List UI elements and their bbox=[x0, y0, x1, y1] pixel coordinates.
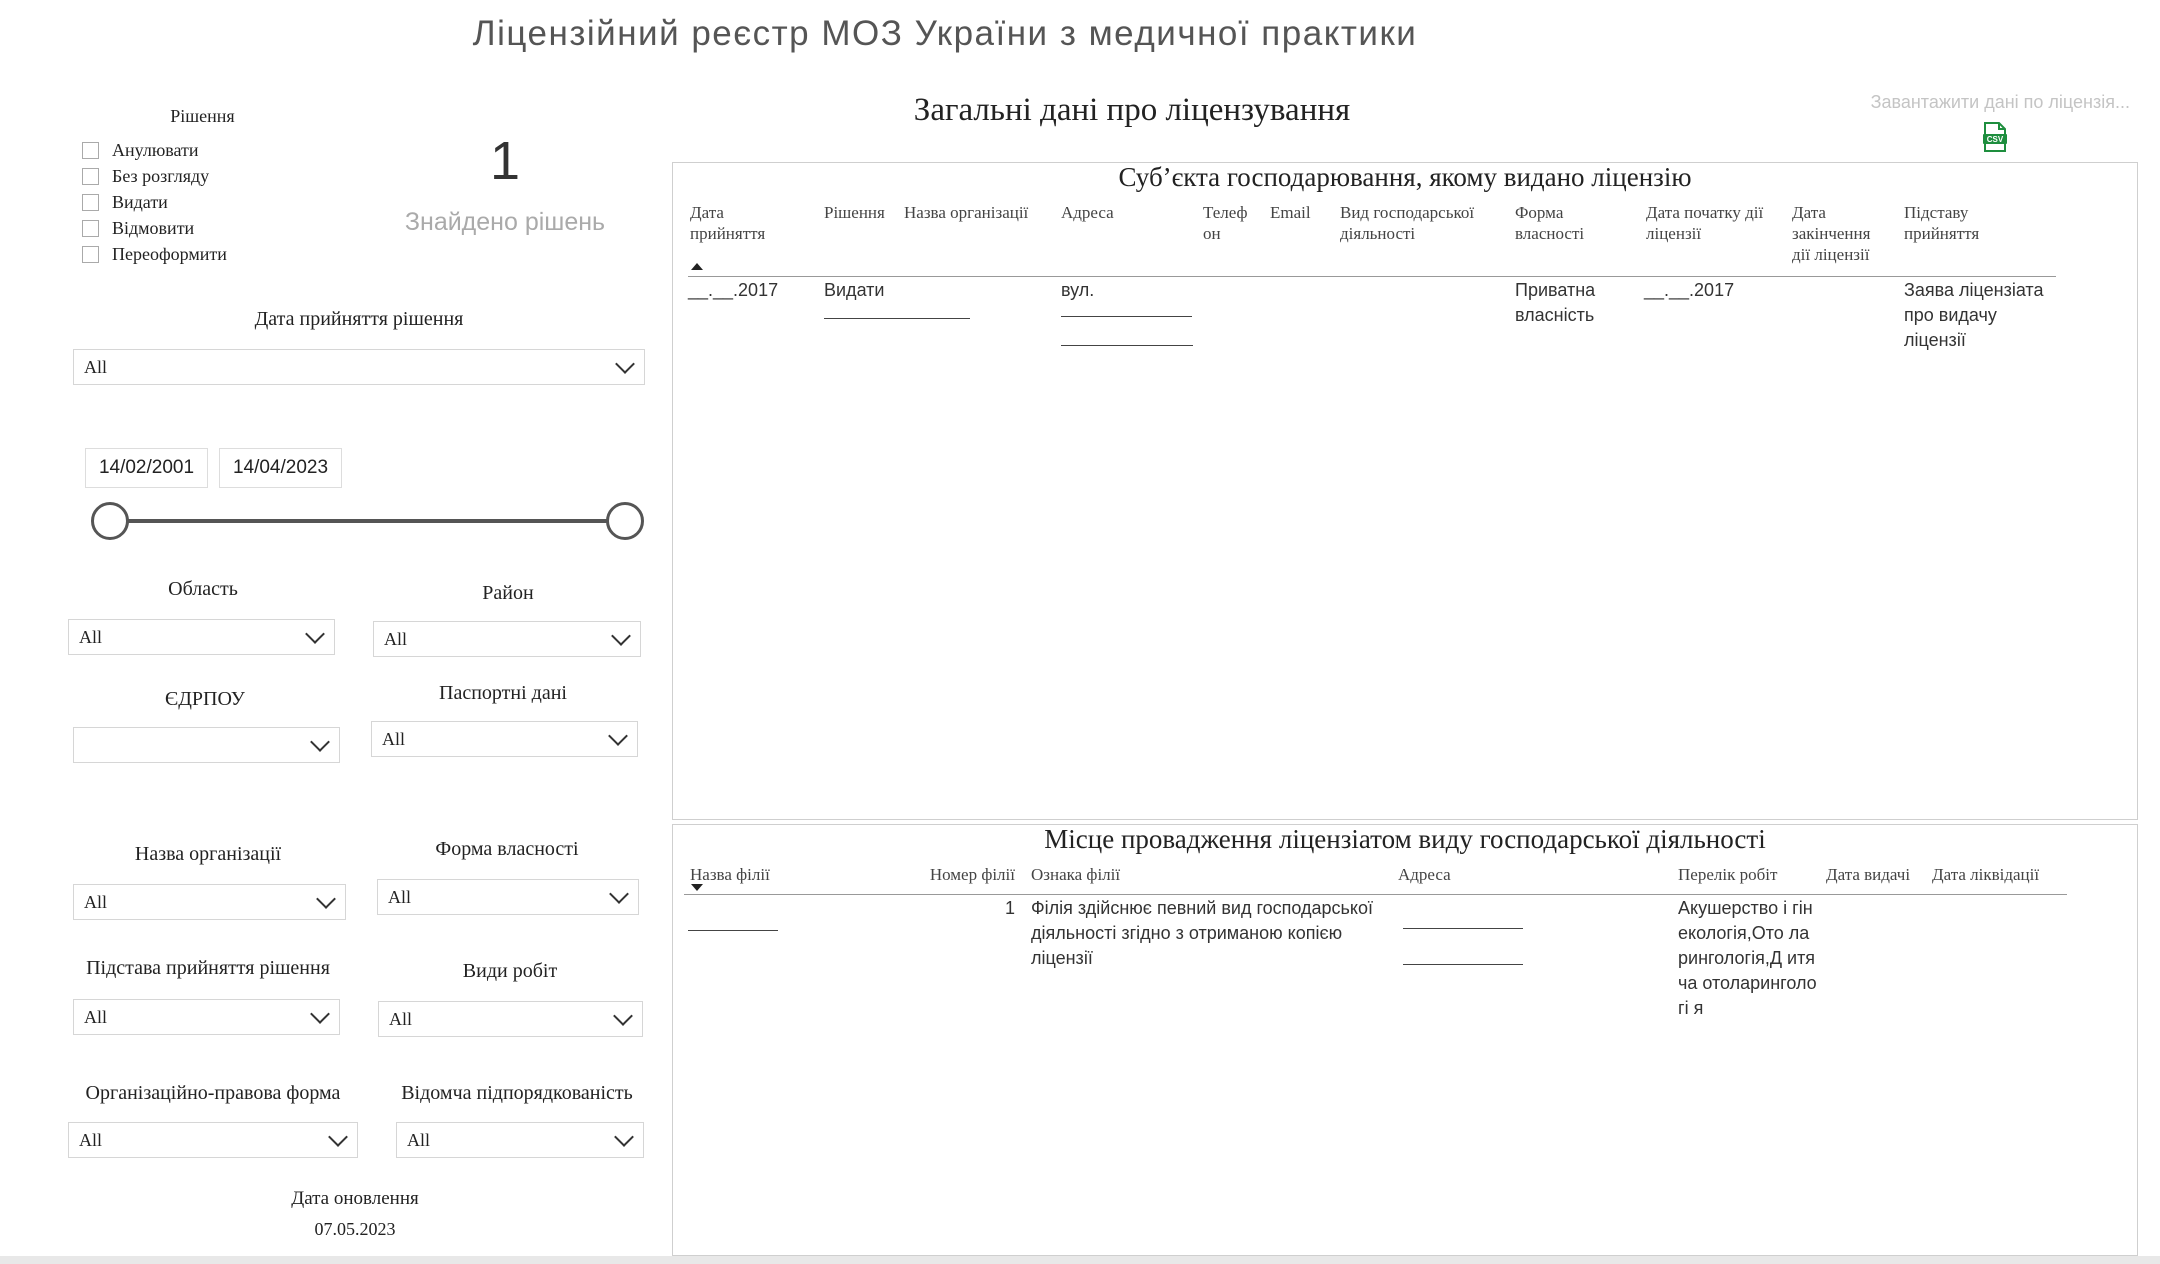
chevron-down-icon bbox=[310, 732, 330, 752]
passport-dropdown[interactable] bbox=[371, 721, 638, 757]
option-label: Анулювати bbox=[112, 139, 199, 160]
edrpou-dropdown[interactable] bbox=[73, 727, 340, 763]
col-header-email[interactable]: Email bbox=[1270, 203, 1311, 222]
passport-label: Паспортні дані bbox=[439, 682, 567, 704]
chevron-down-icon bbox=[615, 354, 635, 374]
update-date-label: Дата оновлення bbox=[291, 1188, 419, 1209]
subordination-dropdown[interactable] bbox=[396, 1122, 644, 1158]
cell-branch-address-redacted-line bbox=[1403, 928, 1523, 929]
district-dropdown[interactable] bbox=[373, 621, 641, 657]
col-header-address[interactable]: Адреса bbox=[1061, 203, 1114, 222]
dropdown-value: All bbox=[79, 1129, 103, 1150]
date-slider-end-handle[interactable] bbox=[606, 502, 644, 540]
cell-branch-number: 1 bbox=[1004, 898, 1015, 918]
chevron-down-icon bbox=[609, 884, 629, 904]
edrpou-label: ЄДРПОУ bbox=[165, 688, 245, 710]
org-name-dropdown[interactable] bbox=[73, 884, 346, 920]
option-label: Видати bbox=[112, 191, 168, 212]
decision-option-refuse[interactable] bbox=[82, 216, 194, 240]
dropdown-value: All bbox=[79, 626, 103, 647]
col-header-branch-name[interactable]: Назва філії bbox=[690, 865, 770, 884]
col-header-ownership[interactable]: Форма власності bbox=[1515, 203, 1585, 243]
legal-form-label: Організаційно-правова форма bbox=[85, 1082, 341, 1104]
chevron-down-icon bbox=[305, 624, 325, 644]
chevron-down-icon bbox=[310, 1004, 330, 1024]
decision-option-issue[interactable] bbox=[82, 190, 168, 214]
report-title: Ліцензійний реєстр МОЗ України з медичної практики bbox=[472, 14, 1418, 53]
col-header-branch-sign[interactable]: Ознака філії bbox=[1031, 865, 1121, 884]
dropdown-value: All bbox=[407, 1129, 431, 1150]
col-header-date[interactable]: Дата прийняття bbox=[690, 203, 766, 243]
cell-address-redacted-line bbox=[1061, 316, 1192, 317]
date-slider-start-handle[interactable] bbox=[91, 502, 129, 540]
cell-works: Акушерство і гінекологія,Ото ларингологія,Д итяча отоларингологі я bbox=[1678, 898, 1817, 1018]
col-header-decision[interactable]: Рішення bbox=[824, 203, 885, 222]
decision-filter-label: Рішення bbox=[170, 106, 235, 126]
sort-descending-icon[interactable] bbox=[691, 884, 703, 891]
cell-start: __.__.2017 bbox=[1644, 280, 1735, 300]
work-types-dropdown[interactable] bbox=[378, 1001, 643, 1037]
work-types-label: Види робіт bbox=[462, 960, 558, 982]
col-header-branch-number[interactable]: Номер філії bbox=[929, 865, 1015, 884]
col-header-issue-date[interactable]: Дата видачі bbox=[1826, 865, 1911, 884]
checkbox[interactable] bbox=[82, 220, 99, 237]
option-label: Відмовити bbox=[112, 217, 195, 238]
section-title: Загальні дані про ліцензування bbox=[913, 92, 1351, 128]
col-header-end[interactable]: Дата закінчення дії ліцензії bbox=[1792, 203, 1871, 264]
subject-table-header-divider bbox=[688, 276, 2056, 277]
svg-text:CSV: CSV bbox=[1986, 135, 2004, 144]
region-dropdown[interactable] bbox=[68, 619, 335, 655]
legal-form-dropdown[interactable] bbox=[68, 1122, 358, 1158]
col-header-start[interactable]: Дата початку дії ліцензії bbox=[1646, 203, 1764, 243]
chevron-down-icon bbox=[611, 626, 631, 646]
found-label: Знайдено рішень bbox=[404, 208, 606, 236]
chevron-down-icon bbox=[328, 1127, 348, 1147]
date-from-input[interactable]: 14/02/2001 bbox=[85, 448, 208, 488]
chevron-down-icon bbox=[608, 726, 628, 746]
decision-date-dropdown[interactable] bbox=[73, 349, 645, 385]
decision-basis-label: Підстава прийняття рішення bbox=[86, 957, 330, 979]
checkbox[interactable] bbox=[82, 142, 99, 159]
region-label: Область bbox=[168, 578, 238, 600]
cell-decision: Видати bbox=[824, 280, 885, 300]
dropdown-value: All bbox=[384, 628, 408, 649]
dropdown-value: All bbox=[388, 886, 412, 907]
update-date-value: 07.05.2023 bbox=[314, 1219, 396, 1239]
dropdown-value: All bbox=[84, 891, 108, 912]
checkbox[interactable] bbox=[82, 168, 99, 185]
col-header-works[interactable]: Перелік робіт bbox=[1678, 865, 1778, 884]
cell-org-redacted bbox=[824, 318, 970, 319]
subordination-label: Відомча підпорядкованість bbox=[401, 1082, 633, 1104]
cell-address: вул. bbox=[1061, 280, 1095, 300]
decision-date-label: Дата прийняття рішення bbox=[254, 308, 464, 330]
decision-basis-dropdown[interactable] bbox=[73, 999, 340, 1035]
district-label: Район bbox=[482, 582, 534, 604]
checkbox[interactable] bbox=[82, 194, 99, 211]
chevron-down-icon bbox=[614, 1127, 634, 1147]
decision-option-reissue[interactable] bbox=[82, 242, 227, 266]
cell-ownership: Приватна власність bbox=[1515, 280, 1596, 325]
dropdown-value: All bbox=[389, 1008, 413, 1029]
decision-option-no-review[interactable] bbox=[82, 164, 209, 188]
cell-basis: Заява ліцензіата про видачу ліцензії bbox=[1904, 280, 2044, 350]
ownership-form-label: Форма власності bbox=[435, 838, 579, 860]
dropdown-value: All bbox=[382, 728, 406, 749]
chevron-down-icon bbox=[316, 889, 336, 909]
option-label: Без розгляду bbox=[112, 165, 210, 186]
option-label: Переоформити bbox=[112, 243, 227, 264]
ownership-form-dropdown[interactable] bbox=[377, 879, 639, 915]
found-count: 1 bbox=[489, 131, 521, 191]
chevron-down-icon bbox=[613, 1006, 633, 1026]
download-data-link[interactable]: Завантажити дані по ліцензія... bbox=[1870, 92, 2130, 112]
bottom-bar bbox=[0, 1256, 2160, 1264]
col-header-org[interactable]: Назва організації bbox=[904, 203, 1029, 222]
decision-option-annul[interactable] bbox=[82, 138, 199, 162]
subject-table-panel bbox=[672, 162, 2138, 820]
checkbox[interactable] bbox=[82, 246, 99, 263]
csv-download-icon[interactable] bbox=[1983, 122, 2007, 152]
cell-branch-address-redacted-line bbox=[1403, 964, 1523, 965]
dropdown-value: All bbox=[84, 1006, 108, 1027]
date-slider-track[interactable] bbox=[110, 519, 625, 523]
cell-branch-name-redacted bbox=[688, 930, 778, 931]
branch-table-title: Місце провадження ліцензіатом виду господарської діяльності bbox=[1044, 824, 1766, 854]
date-to-input[interactable]: 14/04/2023 bbox=[219, 448, 342, 488]
cell-date: __.__.2017 bbox=[688, 280, 779, 300]
sort-ascending-icon[interactable] bbox=[691, 263, 703, 270]
col-header-liquidation-date[interactable]: Дата ліквідації bbox=[1932, 865, 2040, 884]
col-header-phone[interactable]: Телеф он bbox=[1203, 203, 1248, 243]
cell-branch-sign: Філія здійснює певний вид господарської діяльності згідно з отриманою копією ліцензії bbox=[1031, 898, 1373, 968]
col-header-basis[interactable]: Підставу прийняття bbox=[1904, 203, 1980, 243]
col-header-branch-address[interactable]: Адреса bbox=[1398, 865, 1451, 884]
subject-table-title: Суб’єкта господарювання, якому видано ліцензію bbox=[1118, 162, 1692, 192]
branch-table-header-divider bbox=[684, 894, 2067, 895]
col-header-activity[interactable]: Вид господарської діяльності bbox=[1340, 203, 1475, 243]
dropdown-value: All bbox=[84, 356, 108, 377]
cell-address-redacted-line bbox=[1061, 345, 1193, 346]
branch-table-panel bbox=[672, 824, 2138, 1256]
org-name-label: Назва організації bbox=[134, 843, 282, 865]
